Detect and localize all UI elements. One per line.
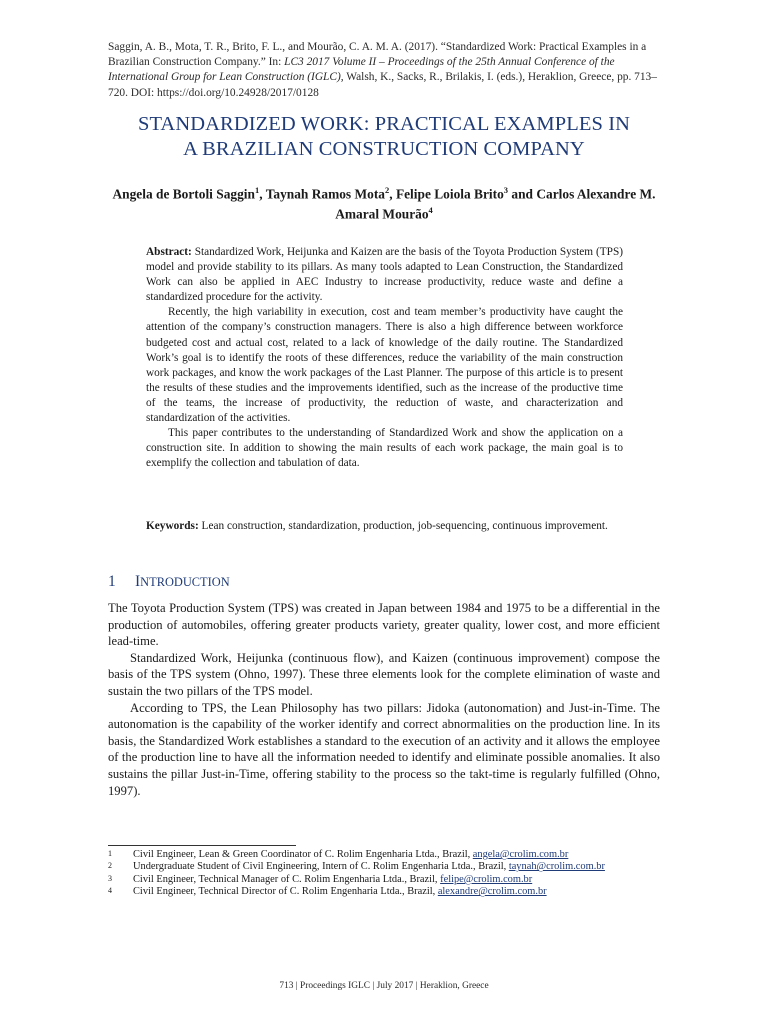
- keywords-label: Keywords:: [146, 520, 199, 532]
- body-paragraph-1: The Toyota Production System (TPS) was created in Japan between 1984 and 1975 to be a differential in the production of automobiles, offering greater products variety, greater quality, lower cost, and more efficient lead-time.: [108, 601, 660, 649]
- author-sep: ,: [389, 186, 396, 202]
- footnote-1: [108, 849, 660, 861]
- author-2-affiliation: 2: [384, 185, 390, 195]
- body-paragraph-2: Standardized Work, Heijunka (continuous flow), and Kaizen (continuous improvement) compose the basis of the TPS system (Ohno, 1997). These three elements look for the complete elimination of waste and sustain the two pillars of the TPS model.: [108, 650, 660, 698]
- author-4-affiliation: 4: [428, 205, 433, 216]
- author-2: Taynah Ramos Mota: [265, 186, 385, 202]
- section-title-rest: NTRODUCTION: [140, 575, 230, 589]
- title-line-1: STANDARDIZED WORK: PRACTICAL EXAMPLES IN: [137, 113, 631, 135]
- author-1: Angela de Bortoli Saggin: [112, 186, 255, 202]
- abstract-text-1: Standardized Work, Heijunka and Kaizen are the basis of the Toyota Production System (TPS) model and provide stability to its pillars. As many tools adapted to Lean Construction, the Standardized Work can also be applied in AEC Industry to increase productivity, reduce waste and define a standardized procedure for the activity.: [146, 246, 623, 304]
- footnote-mark: 4: [108, 886, 112, 896]
- email-link[interactable]: alexandre@crolim.com.br: [437, 886, 547, 898]
- footnote-mark: 1: [108, 849, 112, 858]
- abstract-label: Abstract:: [146, 246, 192, 258]
- introduction-body: [108, 600, 660, 799]
- author-and: and: [508, 186, 537, 202]
- footnote-text: Civil Engineer, Technical Manager of C. Rolim Engenharia Ltda., Brazil,: [133, 873, 441, 885]
- abstract-paragraph-1: [146, 245, 623, 305]
- paper-title: [100, 112, 668, 162]
- footnote-text: Civil Engineer, Lean & Green Coordinator of C. Rolim Engenharia Ltda., Brazil,: [133, 849, 473, 860]
- abstract-paragraph-3: This paper contributes to the understanding of Standardized Work and show the application on a construction site. In addition to showing the main results of each work package, the main goal is to exemplify the collection and tabulation of data.: [146, 427, 623, 470]
- footnote-2: [108, 861, 660, 873]
- keywords-text: Lean construction, standardization, production, job-sequencing, continuous improvement.: [198, 520, 608, 532]
- author-3-affiliation: 3: [503, 185, 509, 195]
- section-heading-introduction: [108, 572, 668, 592]
- footnote-mark: 2: [108, 861, 112, 871]
- citation-text: Saggin, A. B., Mota, T. R., Brito, F. L., and Mourão, C. A. M. A. (2017). “Standardized Work: Practical Examples in a Brazilian Construction Company.” In:: [108, 41, 647, 69]
- citation-doi[interactable]: Walsh, K., Sacks, R., Brilakis, I. (eds.), Heraklion, Greece, pp. 713–720. DOI: https://doi.org/10.24928/2017/0128: [108, 71, 657, 99]
- footnote-mark: 3: [108, 873, 112, 883]
- abstract-paragraph-2: Recently, the high variability in execution, cost and team member’s productivity have caught the attention of the company’s construction managers. There is also a high difference between workforce budgeted cost and actual cost, related to a lack of knowledge of the daily routine. The Standardized Work’s goal is to identify the roots of these differences, reduce the variability of the main construction work packages, and know the work packages of the Last Planner. The purpose of this article is to present the results of these studies and the improvements identified, such as the increase of the productive time of the teams, the increase of productivity, the reduction of waste, and characterization and standardization of the activities.: [146, 306, 623, 425]
- footnote-4: [108, 886, 660, 898]
- footnote-3: [108, 874, 660, 886]
- footnote-text: Undergraduate Student of Civil Engineering, Intern of C. Rolim Engenharia Ltda., Brazil,: [133, 861, 509, 873]
- section-number: 1: [108, 573, 116, 590]
- email-link[interactable]: felipe@crolim.com.br: [440, 873, 533, 885]
- body-paragraph-3: According to TPS, the Lean Philosophy has two pillars: Jidoka (autonomation) and Just-in-Time. The autonomation is the capability of the worker identify and correct abnormalities on the production line. In its basis, the Standardized Work establishes a standard to the execution of an activity and it allows the employee of the production line to have all the information needed to identify and eliminate possible anomalies. It also sustains the pillar Just-in-Time, offering stability to the process so the takt-time is regularly fulfilled (Ohno, 1997).: [108, 700, 660, 798]
- footnote-divider: [108, 845, 296, 846]
- footnotes: [108, 849, 660, 899]
- author-3: Felipe Loiola Brito: [395, 186, 504, 202]
- citation-block: [108, 40, 668, 101]
- citation-proceedings: LC3 2017 Volume II – Proceedings of the 25th Annual Conference of the International Group for Lean Construction (IGLC),: [108, 56, 615, 84]
- author-4: Carlos Alexandre M. Amaral Mourão: [335, 186, 656, 222]
- email-link[interactable]: angela@crolim.com.br: [472, 849, 569, 860]
- keywords: [146, 519, 623, 534]
- author-sep: ,: [259, 186, 266, 202]
- abstract: [146, 245, 623, 471]
- email-link[interactable]: taynah@crolim.com.br: [508, 861, 605, 873]
- author-list: [108, 182, 660, 223]
- title-line-2: A BRAZILIAN CONSTRUCTION COMPANY: [183, 138, 585, 160]
- footnote-text: Civil Engineer, Technical Director of C. Rolim Engenharia Ltda., Brazil,: [133, 886, 438, 898]
- author-1-affiliation: 1: [254, 185, 260, 195]
- section-title-initial: I: [135, 573, 141, 590]
- page-footer: 713 | Proceedings IGLC | July 2017 | Heraklion, Greece: [279, 981, 489, 991]
